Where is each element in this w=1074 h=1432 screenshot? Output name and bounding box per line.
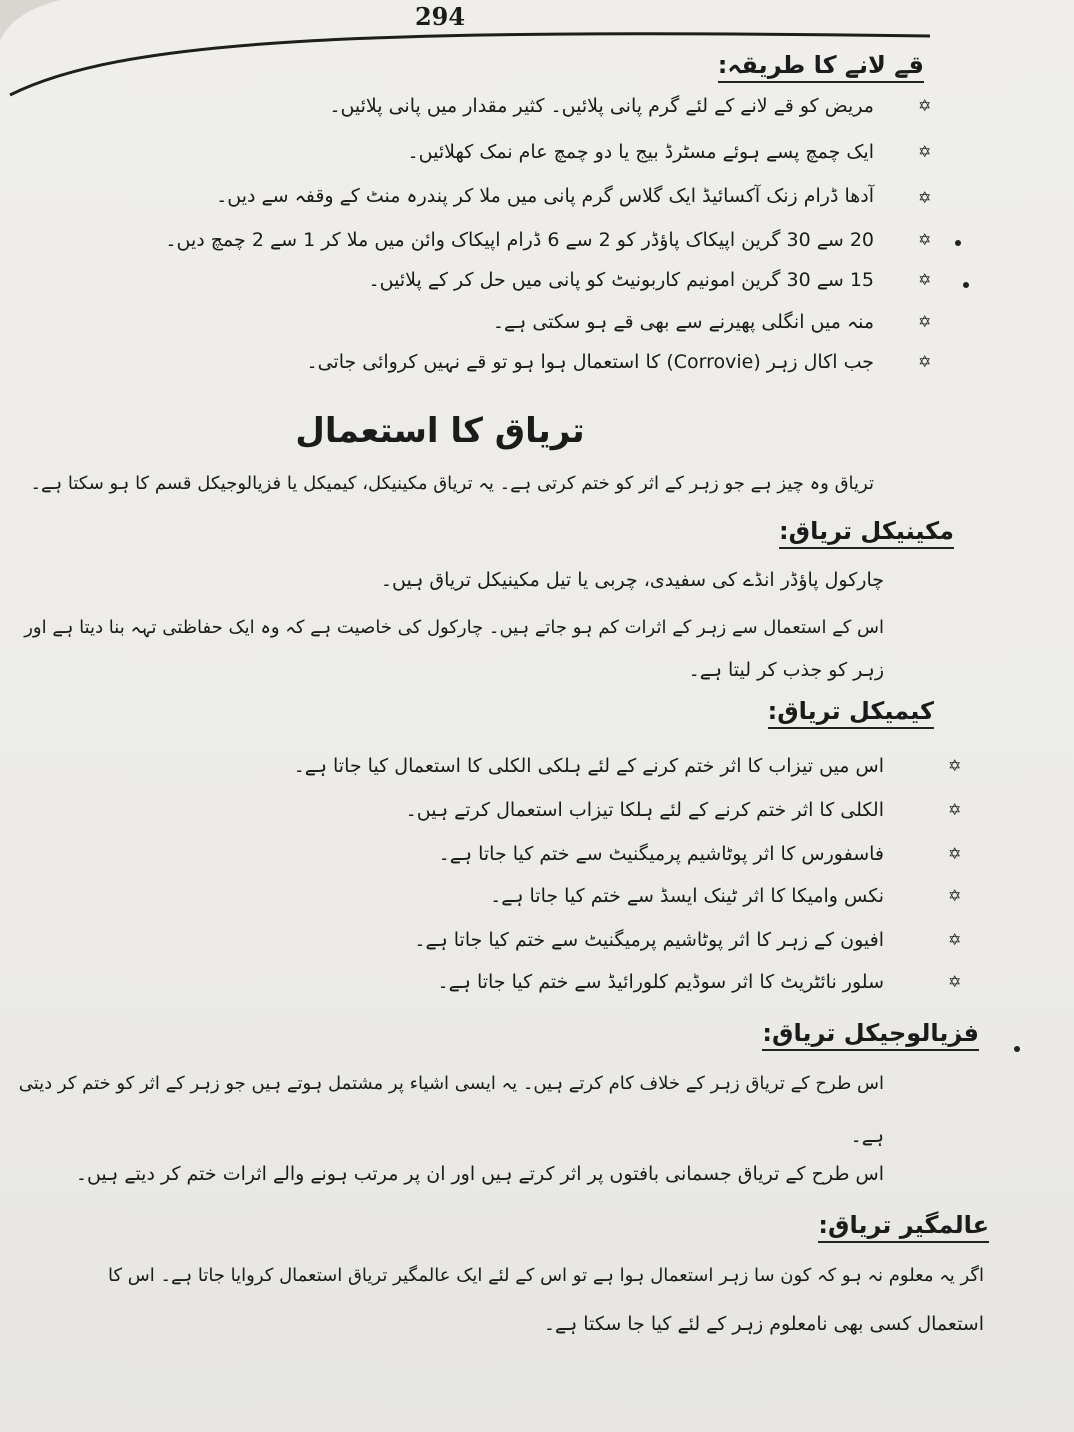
vomit-item: 20 سے 30 گرین اپیکاک پاؤڈر کو 2 سے 6 ڈرام اپیکاک وائن میں ملا کر 1 سے 2 چمچ دیں۔ xyxy=(165,229,874,251)
chemical-item: نکس وامیکا کا اثر ٹینک ایسڈ سے ختم کیا جاتا ہے۔ xyxy=(490,885,884,907)
bullet-star-icon: ✡ xyxy=(918,96,932,115)
bullet-star-icon: ✡ xyxy=(918,230,932,249)
vomit-item: مریض کو قے لانے کے لئے گرم پانی پلائیں۔ کثیر مقدار میں پانی پلائیں۔ xyxy=(329,95,874,117)
bullet-star-icon: ✡ xyxy=(948,972,962,991)
universal-line: استعمال کسی بھی نامعلوم زہر کے لئے کیا جا سکتا ہے۔ xyxy=(543,1313,984,1335)
mechanical-line: اس کے استعمال سے زہر کے اثرات کم ہو جاتے ہیں۔ چارکول کی خاصیت ہے کہ وہ ایک حفاظتی تہہ بنا دیتا ہے اور xyxy=(24,617,884,638)
chemical-item: فاسفورس کا اثر پوٹاشیم پرمیگنیٹ سے ختم کیا جاتا ہے۔ xyxy=(438,843,884,865)
chemical-heading xyxy=(768,694,934,728)
antidote-intro: تریاق وہ چیز ہے جو زہر کے اثر کو ختم کرتی ہے۔ یہ تریاق مکینیکل، کیمیکل یا فزیالوجیکل قسم کا ہو سکتا ہے۔ xyxy=(30,473,874,494)
bullet-star-icon: ✡ xyxy=(948,886,962,905)
antidote-title: تریاق کا استعمال xyxy=(295,411,585,451)
physiological-line: ہے۔ xyxy=(850,1125,884,1147)
vomit-item: ایک چمچ پسے ہوئے مسٹرڈ بیج یا دو چمچ عام نمک کھلائیں۔ xyxy=(407,141,874,163)
bullet-star-icon: ✡ xyxy=(918,312,932,331)
bullet-star-icon: ✡ xyxy=(918,352,932,371)
chemical-heading-text: کیمیکل تریاق: xyxy=(768,697,934,729)
mechanical-heading-text: مکینیکل تریاق: xyxy=(779,517,954,549)
vomit-section-heading-text: قے لانے کا طریقہ: xyxy=(718,51,924,83)
mechanical-line: زہر کو جذب کر لیتا ہے۔ xyxy=(688,659,884,681)
universal-heading xyxy=(818,1208,989,1242)
physiological-heading xyxy=(762,1016,979,1050)
print-speck xyxy=(1014,1046,1020,1052)
mechanical-heading xyxy=(779,514,954,548)
bullet-star-icon: ✡ xyxy=(948,800,962,819)
page-number: 294 xyxy=(414,2,466,31)
chemical-item: افیون کے زہر کا اثر پوٹاشیم پرمیگنیٹ سے ختم کیا جاتا ہے۔ xyxy=(414,929,884,951)
bullet-star-icon: ✡ xyxy=(918,188,932,207)
print-speck xyxy=(955,240,961,246)
vomit-item: جب اکال زہر (Corrovie) کا استعمال ہوا ہو تو قے نہیں کروائی جاتی۔ xyxy=(306,351,874,373)
chemical-item: سلور نائٹریٹ کا اثر سوڈیم کلورائیڈ سے ختم کیا جاتا ہے۔ xyxy=(437,971,884,993)
bullet-star-icon: ✡ xyxy=(918,270,932,289)
physiological-line: اس طرح کے تریاق جسمانی بافتوں پر اثر کرتے ہیں اور ان پر مرتب ہونے والے اثرات ختم کر دیتے ہیں۔ xyxy=(75,1163,884,1185)
universal-heading-text: عالمگیر تریاق: xyxy=(818,1211,989,1243)
vomit-item: 15 سے 30 گرین امونیم کاربونیٹ کو پانی میں حل کر کے پلائیں۔ xyxy=(368,269,874,291)
vomit-section-heading xyxy=(718,48,924,82)
chemical-item: الکلی کا اثر ختم کرنے کے لئے ہلکا تیزاب استعمال کرتے ہیں۔ xyxy=(405,799,884,821)
bullet-star-icon: ✡ xyxy=(948,756,962,775)
bullet-star-icon: ✡ xyxy=(948,844,962,863)
physiological-line: اس طرح کے تریاق زہر کے خلاف کام کرتے ہیں۔ یہ ایسی اشیاء پر مشتمل ہوتے ہیں جو زہر کے اثر کو ختم کر دیتی xyxy=(18,1073,884,1094)
bullet-star-icon: ✡ xyxy=(948,930,962,949)
vomit-item: آدھا ڈرام زنک آکسائیڈ ایک گلاس گرم پانی میں ملا کر پندرہ منٹ کے وقفہ سے دیں۔ xyxy=(216,185,874,207)
physiological-heading-text: فزیالوجیکل تریاق: xyxy=(762,1019,979,1051)
vomit-item: منہ میں انگلی پھیرنے سے بھی قے ہو سکتی ہے۔ xyxy=(492,311,874,333)
mechanical-line: چارکول پاؤڈر انڈے کی سفیدی، چربی یا تیل مکینیکل تریاق ہیں۔ xyxy=(380,569,884,591)
bullet-star-icon: ✡ xyxy=(918,142,932,161)
print-speck xyxy=(963,282,969,288)
chemical-item: اس میں تیزاب کا اثر ختم کرنے کے لئے ہلکی الکلی کا استعمال کیا جاتا ہے۔ xyxy=(293,755,884,777)
universal-line: اگر یہ معلوم نہ ہو کہ کون سا زہر استعمال ہوا ہے تو اس کے لئے ایک عالمگیر تریاق استعمال کروایا جاتا ہے۔ اس کا xyxy=(108,1265,984,1286)
